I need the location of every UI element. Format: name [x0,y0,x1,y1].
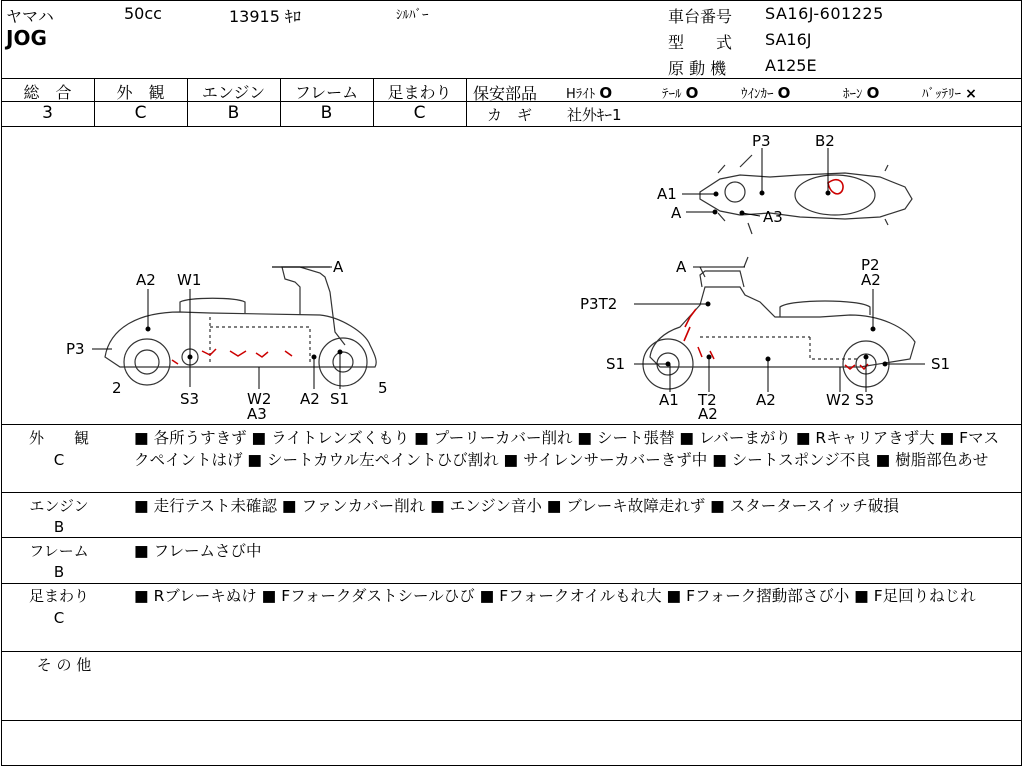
label-left-s1: S1 [330,390,350,408]
label-top-a: A [671,204,682,222]
frame-section-title: フレーム [29,542,89,560]
label-left-a: A [333,258,344,276]
frame-notes: ■ フレームさび中 [134,542,262,560]
label-top-b2: B2 [815,132,835,150]
label-right-a1: A1 [659,391,679,409]
label-right-s3: S3 [855,391,875,409]
frame-section-grade: B [53,563,65,581]
label-right-a2-under: A2 [698,405,718,423]
suspension-section-grade: C [53,609,65,627]
exterior-notes: ■ 各所うすきず ■ ライトレンズくもり ■ プーリーカバー削れ ■ シート張替 ■ レバーまがり ■ Rキャリアきず大 ■ Fマスクペイントはげ ■ シートカウル左ペイントひび割れ ■ サイレンサーカバーきず中 ■ シートスポンジ不良 ■ 樹脂部色あせ [134,429,1000,469]
engine-grade: B [227,103,240,123]
label-left-s3: S3 [180,390,200,408]
scooter-top-view [700,155,912,234]
mileage: 13915 ｷﾛ [229,7,301,26]
exterior-label: 外 観 [116,83,165,102]
frame-no-label: 車台番号 [668,7,733,26]
label-left-a3: A3 [247,405,267,423]
suspension-section-title: 足まわり [28,587,89,605]
overall-label: 総 合 [23,83,72,102]
suspension-grade-label: 足まわり [387,83,452,102]
overall-grade: 3 [42,103,53,123]
label-top-a3: A3 [763,208,783,226]
label-right-a: A [676,258,687,276]
label-right-p3t2: P3T2 [580,295,618,313]
label-right-s1-rear: S1 [931,355,951,373]
label-right-w2: W2 [826,391,851,409]
label-right-t2: T2 [698,391,717,409]
key-value: 社外ｷｰ1 [567,106,622,124]
type-label: 型 式 [668,33,733,52]
color: ｼﾙﾊﾞｰ [396,8,429,23]
safety-item-headlight: Hﾗｲﾄ O [566,84,613,102]
safety-item-horn: ﾎｰﾝ O [843,84,880,102]
model-name: JOG [6,26,47,50]
label-left-a2: A2 [136,271,156,289]
label-left-5: 5 [378,379,388,397]
frame-grade: B [320,103,333,123]
frame-no: SA16J-601225 [765,4,884,23]
label-left-p3: P3 [66,340,85,358]
label-right-a2: A2 [756,391,776,409]
frame-grade-label: フレーム [294,83,359,102]
damage-diagram [0,127,1022,424]
engine-value: A125E [765,56,817,75]
displacement: 50cc [124,4,162,23]
suspension-grade: C [413,103,426,123]
label-top-a1: A1 [657,185,677,203]
engine-grade-label: エンジン [201,83,266,102]
other-section-title: そ の 他 [36,656,92,674]
maker: ヤマハ [6,7,54,26]
engine-notes: ■ 走行テスト未確認 ■ ファンカバー削れ ■ エンジン音小 ■ ブレーキ故障走れず ■ スタータースイッチ破損 [134,497,899,515]
suspension-notes: ■ Rブレーキぬけ ■ Fフォークダストシールひび ■ Fフォークオイルもれ大 ■ Fフォーク摺動部さび小 ■ F足回りねじれ [134,587,976,605]
engine-label: 原 動 機 [668,59,727,78]
label-left-2: 2 [112,379,122,397]
safety-label: 保安部品 [473,84,538,103]
exterior-section-grade: C [53,451,65,469]
exterior-grade: C [134,103,147,123]
label-left-w1: W1 [177,271,202,289]
type-value: SA16J [765,30,812,49]
key-label: カ ギ [487,106,533,124]
label-left-a2-bottom: A2 [300,390,320,408]
engine-section-grade: B [53,518,65,536]
label-top-p3: P3 [752,132,771,150]
label-right-a2-top: A2 [861,271,881,289]
label-right-s1: S1 [606,355,626,373]
safety-item-winker: ｳｲﾝｶｰ O [741,84,791,102]
exterior-section-title: 外 観 [28,429,89,447]
label-left-w2: W2 [247,390,272,408]
safety-item-tail: ﾃｰﾙ O [662,84,699,102]
safety-item-battery: ﾊﾞｯﾃﾘｰ × [922,86,977,102]
engine-section-title: エンジン [29,497,89,515]
label-right-p2: P2 [861,256,880,274]
